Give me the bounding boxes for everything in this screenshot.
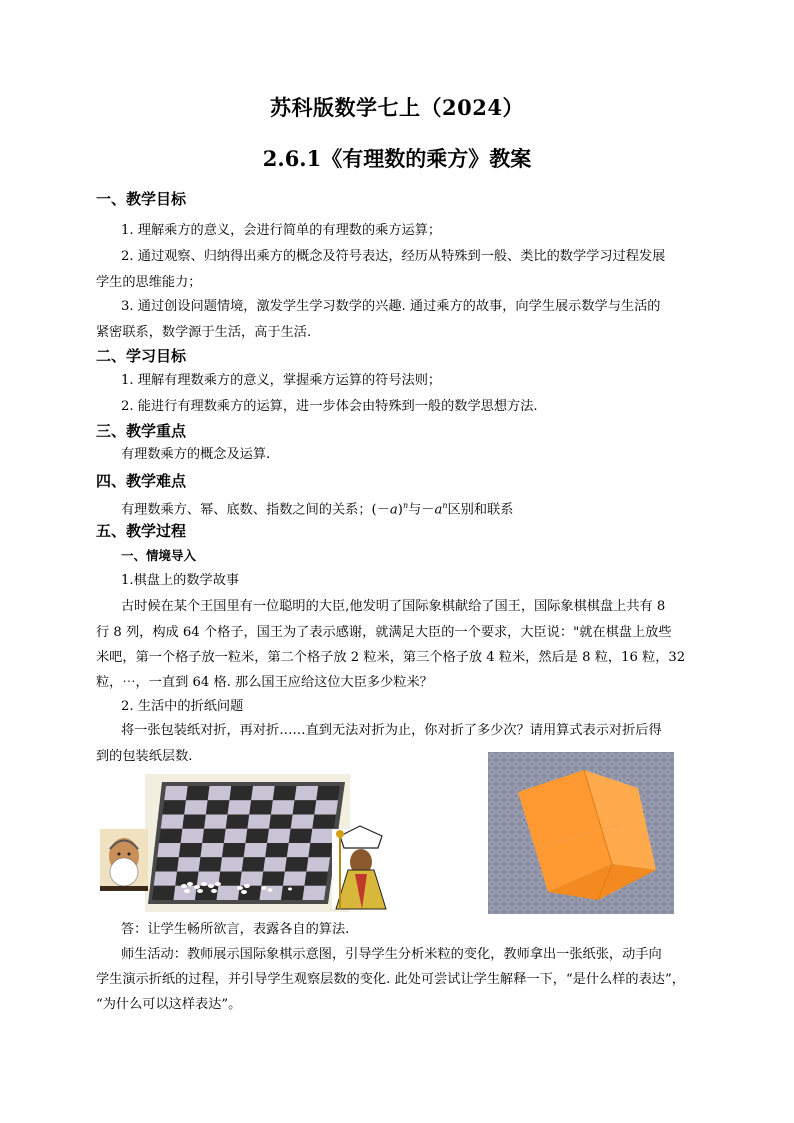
- math-exponent: n: [442, 501, 448, 510]
- chessboard-illustration: [100, 774, 400, 912]
- paragraph-line: 紧密联系，数学源于生活，高于生活.: [96, 325, 312, 340]
- chessboard-square: [181, 829, 204, 843]
- chessboard-square: [242, 857, 265, 871]
- paragraph-line: 米吧，第一个格子放一粒米，第二个格子放 2 粒米，第三个格子放 4 粒米，然后是 8 粒，16 粒，32: [96, 650, 686, 665]
- story-title: 1.棋盘上的数学故事: [121, 573, 240, 588]
- chessboard-square: [306, 857, 330, 871]
- chessboard-square: [265, 843, 289, 857]
- chessboard-square: [179, 843, 202, 857]
- chessboard-square: [206, 800, 230, 814]
- chessboard-square: [249, 800, 273, 814]
- chessboard-square: [271, 800, 295, 814]
- chessboard-square: [218, 872, 241, 886]
- chessboard-square: [246, 829, 270, 843]
- chessboard-square: [202, 829, 225, 843]
- paragraph-line: 将一张包装纸对折，再对折……直到无法对折为止，你对折了多少次？请用算式表示对折后得: [121, 723, 662, 738]
- chessboard-square: [199, 857, 222, 871]
- chessboard-square: [308, 843, 332, 857]
- chessboard-square: [152, 886, 175, 900]
- paragraph-line: 1. 理解有理数乘方的意义，掌握乘方运算的符号法则；: [121, 373, 442, 388]
- paragraph-line: 古时候在某个王国里有一位聪明的大臣,他发明了国际象棋献给了国王，国际象棋棋盘上共有 8: [121, 599, 666, 614]
- chessboard-square: [314, 800, 338, 814]
- chessboard-square: [240, 872, 263, 886]
- chessboard-graphic: [100, 774, 400, 912]
- heading-difficulties: 四、教学难点: [96, 472, 187, 490]
- paragraph-line: “为什么可以这样表达”。: [96, 997, 242, 1012]
- chessboard-square: [174, 886, 197, 900]
- chessboard-square: [293, 800, 317, 814]
- chessboard-square: [182, 815, 205, 829]
- text-part: 有理数乘方、幂、底数、指数之间的关系；(－: [121, 502, 390, 518]
- chessboard-square: [316, 786, 340, 800]
- chessboard-square: [273, 786, 297, 800]
- heading-key-points: 三、教学重点: [96, 422, 187, 440]
- chessboard-square: [269, 815, 293, 829]
- subheading-intro: 一、情境导入: [121, 548, 197, 563]
- chessboard-square: [186, 786, 210, 800]
- chessboard-square: [263, 857, 287, 871]
- document-title: 苏科版数学七上（2024）: [270, 95, 524, 120]
- math-var: a: [389, 502, 398, 518]
- folded-paper-graphic: [488, 752, 674, 914]
- heading-learning-goals: 二、学习目标: [96, 347, 187, 365]
- heading-teaching-goals: 一、教学目标: [96, 190, 187, 208]
- chessboard-square: [208, 786, 232, 800]
- paragraph-line: 粒，⋯，一直到 64 格. 那么国王应给这位大臣多少粒米？: [96, 675, 433, 690]
- heading-teaching-process: 五、教学过程: [96, 522, 187, 540]
- paragraph-line: 师生活动：教师展示国际象棋示意图，引导学生分析米粒的变化，教师拿出一张纸张，动手向: [121, 947, 662, 962]
- chessboard-square: [291, 815, 315, 829]
- fold-title: 2. 生活中的折纸问题: [121, 699, 244, 714]
- paragraph-line: 学生演示折纸的过程，并引导学生观察层数的变化. 此处可尝试让学生解释一下，“是什么样的表达”，: [96, 972, 685, 987]
- answer-line: 答：让学生畅所欲言，表露各自的算法.: [121, 922, 350, 937]
- chessboard-square: [217, 886, 240, 900]
- chessboard-square: [184, 800, 208, 814]
- chessboard-square: [228, 800, 252, 814]
- chessboard-square: [312, 815, 336, 829]
- chessboard-square: [229, 786, 253, 800]
- text-part: 与－: [408, 502, 435, 518]
- chessboard-square: [156, 857, 179, 871]
- chessboard-square: [226, 815, 250, 829]
- chessboard-square: [222, 843, 245, 857]
- chessboard-square: [224, 829, 248, 843]
- chessboard-square: [247, 815, 271, 829]
- chessboard-square: [310, 829, 334, 843]
- chessboard-square: [267, 829, 291, 843]
- chessboard-square: [164, 786, 188, 800]
- chessboard-square: [295, 786, 319, 800]
- chessboard-square: [251, 786, 275, 800]
- paragraph-line: 2. 能进行有理数乘方的运算，进一步体会由特殊到一般的数学思想方法.: [121, 399, 538, 414]
- chessboard-square: [177, 857, 200, 871]
- chessboard-square: [287, 843, 311, 857]
- math-var: a: [434, 502, 443, 518]
- paragraph-line: 1. 理解乘方的意义，会进行简单的有理数的乘方运算；: [121, 223, 442, 238]
- chessboard-square: [261, 872, 284, 886]
- chessboard-square: [161, 815, 184, 829]
- folded-paper-photo: [488, 752, 674, 914]
- math-exponent: n: [402, 501, 409, 510]
- chessboard-square: [175, 872, 198, 886]
- text-part: 区别和联系: [447, 502, 514, 518]
- chessboard-square: [289, 829, 313, 843]
- chessboard-square: [281, 886, 304, 900]
- paragraph-line: 3. 通过创设问题情境，激发学生学习数学的兴趣. 通过乘方的故事，向学生展示数学与生活的: [121, 299, 661, 314]
- paragraph-line: 到的包装纸层数.: [96, 749, 193, 764]
- chessboard-square: [285, 857, 309, 871]
- document-subtitle: 2.6.1《有理数的乘方》教案: [262, 146, 532, 171]
- chessboard-square: [157, 843, 180, 857]
- chessboard-square: [304, 872, 328, 886]
- chessboard-square: [154, 872, 177, 886]
- paragraph-line: 行 8 列，构成 64 个格子，国王为了表示感谢，就满足大臣的一个要求，大臣说："就在棋盘上放些: [96, 625, 672, 640]
- paragraph-line: 学生的思维能力；: [96, 275, 202, 290]
- paragraph-line: 2. 通过观察、归纳得出乘方的概念及符号表达，经历从特殊到一般、类比的数学学习过程发展: [121, 249, 666, 264]
- chessboard-square: [244, 843, 268, 857]
- difficulty-line: [121, 493, 513, 523]
- text-part: ): [397, 502, 403, 518]
- paragraph-line: 有理数乘方的概念及运算.: [121, 447, 271, 462]
- chessboard-square: [163, 800, 186, 814]
- chessboard-square: [200, 843, 223, 857]
- chessboard-square: [303, 886, 327, 900]
- chessboard-square: [159, 829, 182, 843]
- chessboard-square: [283, 872, 307, 886]
- chessboard-square: [204, 815, 228, 829]
- chessboard-square: [220, 857, 243, 871]
